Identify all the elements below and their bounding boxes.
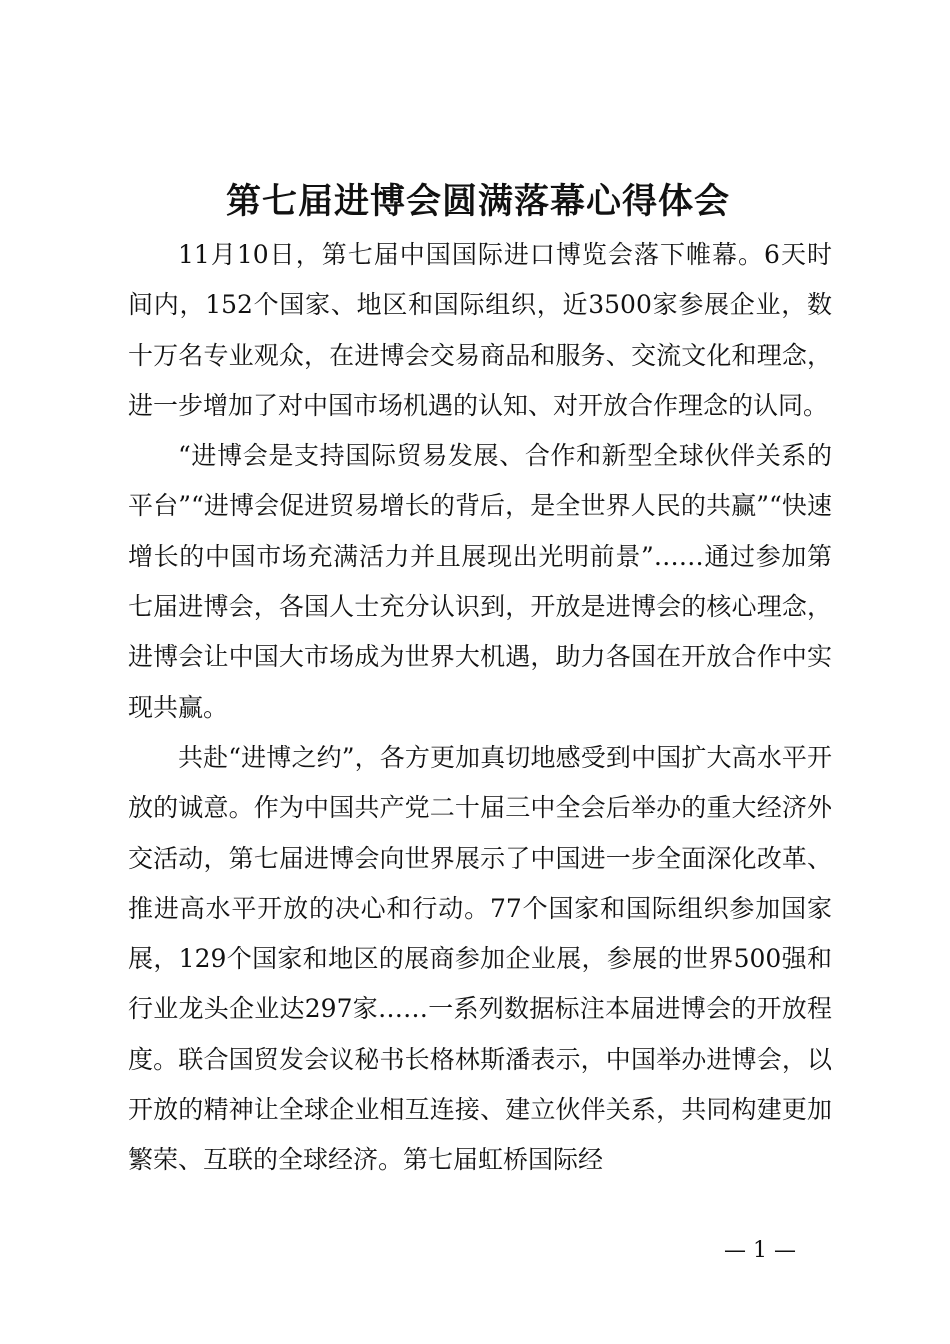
paragraph-2: “进博会是支持国际贸易发展、合作和新型全球伙伴关系的平台”“进博会促进贸易增长的背后，是全世界人民的共赢”“快速增长的中国市场充满活力并且展现出光明前景”……通过参加第七届进博会，各国人士充分认识到，开放是进博会的核心理念，进博会让中国大市场成为世界大机遇，助力各国在开放合作中实现共赢。 <box>128 441 832 722</box>
paragraph-1: 11月10日，第七届中国国际进口博览会落下帷幕。6天时间内，152个国家、地区和国际组织，近3500家参展企业，数十万名专业观众，在进博会交易商品和服务、交流文化和理念，进一步增加了对中国市场机遇的认知、对开放合作理念的认同。 <box>128 240 832 420</box>
paragraph-3: 共赴“进博之约”，各方更加真切地感受到中国扩大高水平开放的诚意。作为中国共产党二十届三中全会后举办的重大经济外交活动，第七届进博会向世界展示了中国进一步全面深化改革、推进高水平开放的决心和行动。77个国家和国际组织参加国家展，129个国家和地区的展商参加企业展，参展的世界500强和行业龙头企业达297家……一系列数据标注本届进博会的开放程度。联合国贸发会议秘书长格林斯潘表示，中国举办进博会，以开放的精神让全球企业相互连接、建立伙伴关系，共同构建更加繁荣、互联的全球经济。第七届虹桥国际经 <box>128 742 832 1175</box>
document-title: 第七届进博会圆满落幕心得体会 <box>225 182 730 222</box>
page-number: — 1 — <box>724 1238 796 1263</box>
document-body <box>128 230 832 1186</box>
